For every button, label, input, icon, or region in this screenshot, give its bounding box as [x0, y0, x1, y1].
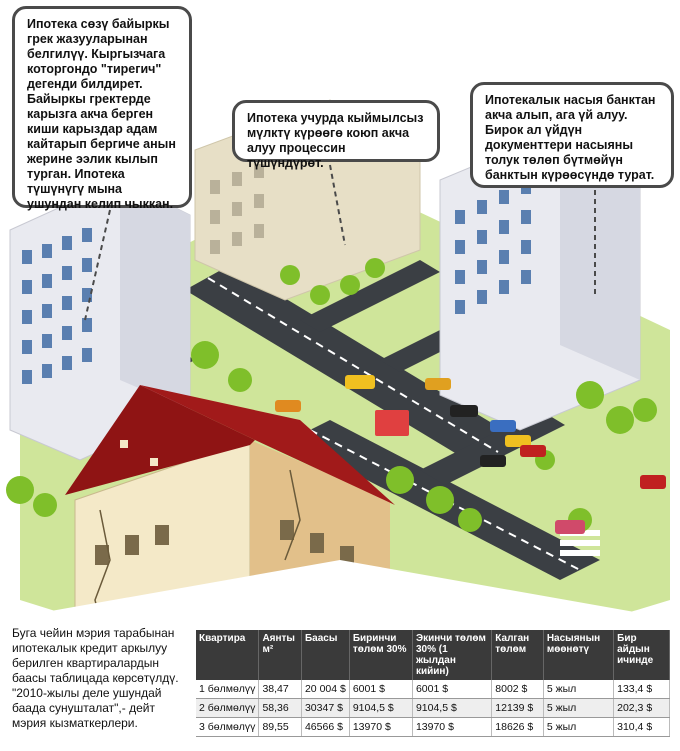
table-cell: 1 бөлмөлүү [196, 680, 259, 699]
header-remaining-payment: Калган төлөм [492, 630, 544, 680]
table-cell: 18626 $ [492, 718, 544, 737]
info-bubble-history: Ипотека сөзү байыркы грек жазууларынан белгилүү. Кыргызчага которгондо "тирегич" дегенди билдирет. Байыркы гректерде карызга акча берген киши карыздар адам кайтарып бергиче анын жерине ээлик кылып турган. Ипотека түшүнүгү мына ушундан келип чыккан. [12, 6, 192, 208]
price-table-container [196, 630, 670, 734]
table-cell: 3 бөлмөлүү [196, 718, 259, 737]
info-bubble-definition: Ипотека учурда кыймылсыз мүлктү күрөөгө коюп акча алуу процессин түшүндүрөт. [232, 100, 440, 162]
table-row [196, 699, 670, 718]
table-cell: 38,47 [259, 680, 302, 699]
table-cell: 30347 $ [301, 699, 349, 718]
header-apartment: Квартира [196, 630, 259, 680]
header-monthly: Бир айдын ичинде [614, 630, 670, 680]
table-cell: 12139 $ [492, 699, 544, 718]
table-cell: 58,36 [259, 699, 302, 718]
table-cell: 202,3 $ [614, 699, 670, 718]
table-cell: 13970 $ [412, 718, 491, 737]
header-loan-term: Насыянын мөөнөтү [543, 630, 613, 680]
table-cell: 13970 $ [349, 718, 412, 737]
table-cell: 5 жыл [543, 699, 613, 718]
table-cell: 89,55 [259, 718, 302, 737]
table-cell: 5 жыл [543, 718, 613, 737]
table-row [196, 680, 670, 699]
price-table [196, 630, 670, 737]
table-cell: 133,4 $ [614, 680, 670, 699]
table-cell: 310,4 $ [614, 718, 670, 737]
table-cell: 9104,5 $ [412, 699, 491, 718]
info-bubble-mortgage-loan: Ипотекалык насыя банктан акча алып, ага үй алуу. Бирок ал үйдүн документтери насыяны толук төлөп бүтмөйүн банктын күрөөсүндө турат. [470, 82, 674, 188]
header-second-payment: Экинчи төлөм 30% (1 жылдан кийин) [412, 630, 491, 680]
table-cell: 20 004 $ [301, 680, 349, 699]
header-area: Аянты м² [259, 630, 302, 680]
table-cell: 8002 $ [492, 680, 544, 699]
table-cell: 9104,5 $ [349, 699, 412, 718]
table-caption: Буга чейин мэрия тарабынан ипотекалык кредит аркылуу берилген квартиралардын баасы таблицада көрсөтүлдү. "2010-жылы деле ушундай баада сунушталат",- дейт мэрия кызматкерлери. [12, 626, 179, 730]
table-cell: 2 бөлмөлүү [196, 699, 259, 718]
table-row [196, 718, 670, 737]
table-header-row [196, 630, 670, 680]
table-cell: 5 жыл [543, 680, 613, 699]
header-first-payment: Биринчи төлөм 30% [349, 630, 412, 680]
table-cell: 6001 $ [349, 680, 412, 699]
table-cell: 46566 $ [301, 718, 349, 737]
header-price: Баасы [301, 630, 349, 680]
table-cell: 6001 $ [412, 680, 491, 699]
